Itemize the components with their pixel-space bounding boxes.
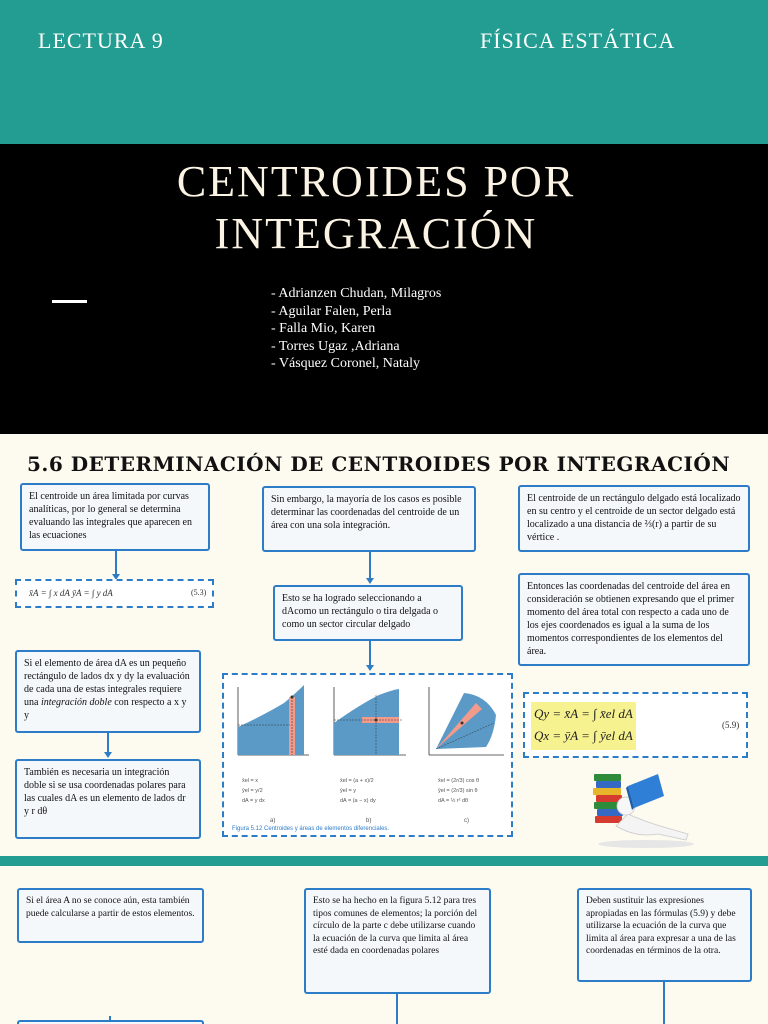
sub-label-a: a) (270, 818, 276, 824)
author-list (271, 285, 441, 373)
author-item: - Vásquez Coronel, Nataly (271, 356, 421, 372)
page-title (100, 156, 652, 260)
formula: x̄el = x (242, 778, 259, 784)
box-una-sola-integracion (262, 486, 476, 552)
box-text: Deben sustituir las expresiones apropiadas en las fórmulas (5.9) y debe utilizarse la ecuación de la curva que limita al área para expresar a una de las coordenadas en términos de la otra. (586, 896, 736, 957)
title-line-2: INTEGRACIÓN (214, 209, 538, 258)
formulas-c (438, 778, 479, 804)
box-text: Si el elemento de área dA es un pequeño rectángulo de lados dx y dy la evaluación de cada una de estas integrales requiere una (24, 658, 190, 708)
equation-5-3-number: (5.3) (191, 588, 207, 597)
box-text: Esto se ha hecho en la figura 5.12 para tres tipos comunes de elementos; la porción del círculo de la parte c debe utilizarse cuando la ecuación de la curva que limita al área esté dada en coordenadas polares (313, 896, 478, 957)
equation-5-9-number: (5.9) (722, 720, 740, 730)
box-primer-momento (518, 573, 750, 666)
title-dash (52, 300, 87, 303)
equation-5-9-box (523, 692, 748, 758)
formula: x̄el = (a + x)/2 (340, 778, 374, 784)
box-integracion-doble (15, 650, 201, 733)
box-text: Sin embargo, la mayoría de los casos es posible determinar las coordenadas del centroide de un área con una sola integración. (271, 494, 462, 531)
box-tira-delgada (273, 585, 463, 641)
equation-5-9-line-1: Qy = x̄A = ∫ x̄el dA (534, 706, 633, 721)
formula: dA = ½ r² dθ (438, 798, 469, 804)
box-text: Esto se ha logrado seleccionando a dAcomo un rectángulo o tira delgada o como un sector circular delgado (282, 593, 439, 630)
figure-5-12 (222, 673, 513, 837)
connector (396, 994, 398, 1024)
author-item: - Torres Ugaz ,Adriana (271, 338, 400, 354)
box-text: Si el área A no se conoce aún, esta también puede calcularse a partir de estos elementos. (26, 896, 195, 919)
header-band (0, 0, 768, 144)
author-item: - Aguilar Falen, Perla (271, 303, 392, 319)
figure-part-c (429, 687, 504, 755)
box-area-no-conocida (17, 888, 204, 943)
equation-5-3-box (15, 579, 214, 608)
box-text: Entonces las coordenadas del centroide del área en consideración se obtienen expresando que el primer momento del área total con respecto a cada uno de los ejes coordenados es igual a la suma de los momentos correspondientes de los elementos del área. (527, 581, 735, 657)
equation-5-3: x̄A = ∫ x dA ȳA = ∫ y dA (29, 588, 113, 598)
figure-part-b (334, 687, 406, 755)
title-line-1: CENTROIDES POR (176, 157, 576, 206)
box-figura-5-12 (304, 888, 491, 994)
course-label: FÍSICA ESTÁTICA (480, 28, 676, 53)
figure-part-a (238, 685, 309, 755)
figure-5-12-drawing (224, 675, 511, 835)
box-text: También es necesaria un integración doble si se usa coordenadas polares para las cuales dA es un elemento de lados dr y r dθ (24, 767, 186, 817)
connector (107, 733, 109, 753)
formula: dA = y dx (242, 798, 265, 804)
box-curvas-analiticas (20, 483, 210, 551)
author-item: - Adrianzen Chudan, Milagros (271, 286, 442, 301)
box-text-emphasis: integración doble (40, 697, 112, 708)
section-divider (0, 856, 768, 866)
formula: ȳel = (2r/3) sin θ (438, 788, 478, 794)
equation-5-9-line-2: Qx = ȳA = ∫ ȳel dA (534, 728, 633, 743)
lecture-label: LECTURA 9 (38, 28, 164, 53)
figure-caption: Figura 5.12 Centroides y áreas de elementos diferenciales. (232, 826, 390, 832)
formula: x̄el = (2r/3) cos θ (438, 778, 480, 784)
box-sustituir-expresiones (577, 888, 752, 982)
sub-label-b: b) (366, 818, 372, 824)
box-text: El centroide de un rectángulo delgado está localizado en su centro y el centroide de un sector delgado está localizado a una distancia de ⅔(r) a partir de su vértice . (527, 493, 741, 543)
arrow-down-icon (104, 752, 112, 758)
section-title: 5.6 DETERMINACIÓN DE CENTROIDES POR INTEGRACIÓN (27, 452, 731, 476)
formula: ȳel = y (340, 788, 357, 794)
sub-label-c: c) (464, 818, 469, 824)
connector (369, 552, 371, 579)
arrow-down-icon (366, 578, 374, 584)
box-next-partial (17, 1020, 204, 1024)
person-reading-books-icon (588, 766, 698, 850)
box-text: El centroide un área limitada por curvas analíticas, por lo general se determina evaluando las integrales que aparecen en las ecuaciones (29, 491, 192, 541)
formulas-a (242, 778, 265, 804)
author-item: - Falla Mio, Karen (271, 321, 376, 337)
connector (369, 641, 371, 666)
formula: ȳel = y/2 (242, 788, 263, 794)
box-text: con respecto a x y y (24, 697, 187, 721)
box-coordenadas-polares (15, 759, 201, 839)
box-rectangulo-delgado (518, 485, 750, 552)
connector (663, 982, 665, 1024)
formulas-b (340, 778, 376, 804)
connector (115, 551, 117, 575)
arrow-down-icon (366, 665, 374, 671)
formula: dA = (a − x) dy (340, 798, 376, 804)
